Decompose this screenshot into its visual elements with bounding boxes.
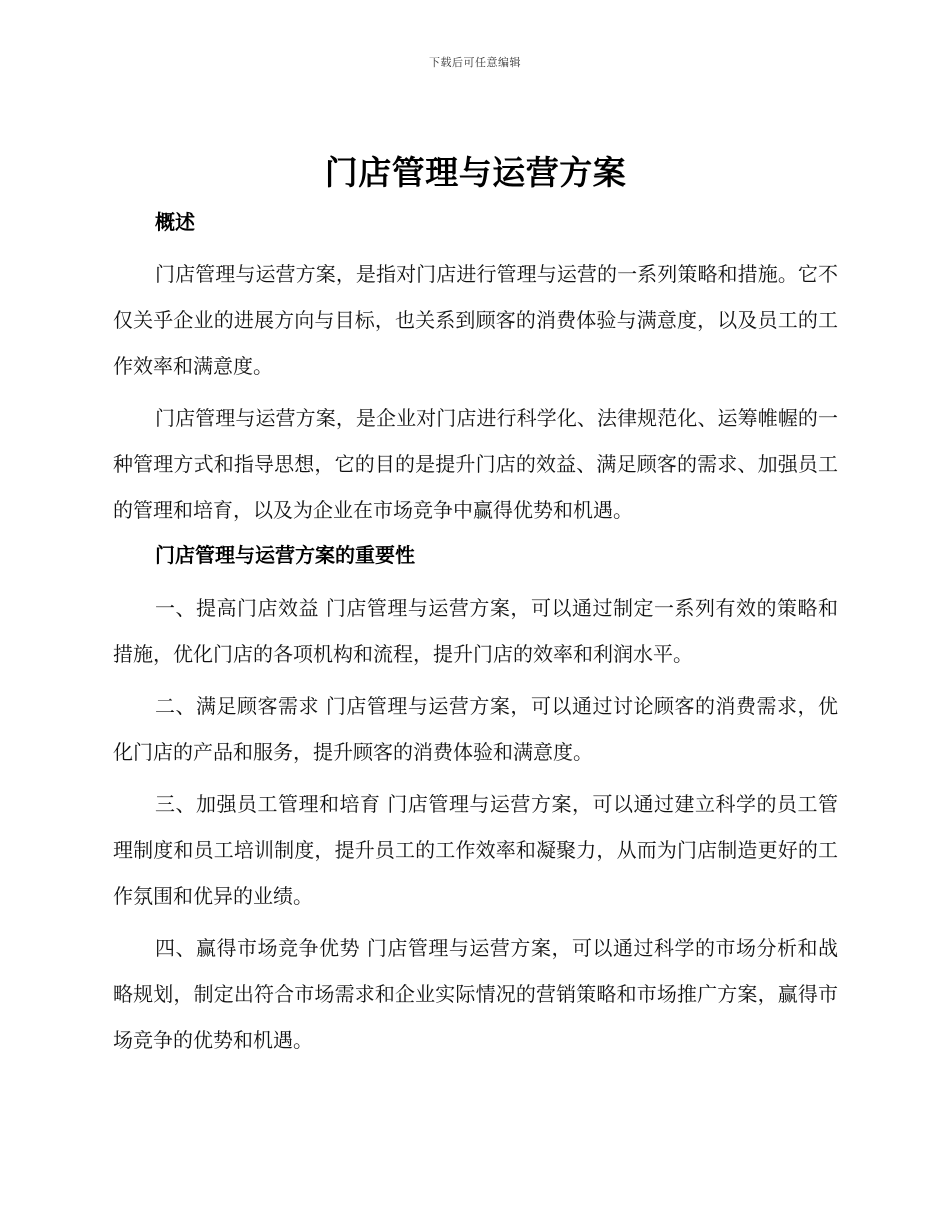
section-heading-importance: 门店管理与运营方案的重要性 (155, 543, 415, 567)
paragraph-point-3: 三、加强员工管理和培育 门店管理与运营方案，可以通过建立科学的员工管理制度和员工培训制度，提升员工的工作效率和凝聚力，从而为门店制造更好的工作氛围和优异的业绩。 (113, 792, 838, 908)
document-title: 门店管理与运营方案 (324, 153, 627, 192)
paragraph-point-2: 二、满足顾客需求 门店管理与运营方案，可以通过讨论顾客的消费需求，优化门店的产品和服务，提升顾客的消费体验和满意度。 (113, 694, 838, 764)
paragraph-point-1: 一、提高门店效益 门店管理与运营方案，可以通过制定一系列有效的策略和措施，优化门店的各项机构和流程，提升门店的效率和利润水平。 (113, 596, 838, 666)
paragraph: 门店管理与运营方案，是企业对门店进行科学化、法律规范化、运筹帷幄的一种管理方式和指导思想，它的目的是提升门店的效益、满足顾客的需求、加强员工的管理和培育，以及为企业在市场竞争中赢得优势和机遇。 (113, 406, 838, 522)
paragraph-point-4: 四、赢得市场竞争优势 门店管理与运营方案，可以通过科学的市场分析和战略规划，制定出符合市场需求和企业实际情况的营销策略和市场推广方案，赢得市场竞争的优势和机遇。 (113, 936, 838, 1052)
page-header-note: 下载后可任意编辑 (429, 56, 521, 69)
paragraph: 门店管理与运营方案，是指对门店进行管理与运营的一系列策略和措施。它不仅关乎企业的进展方向与目标，也关系到顾客的消费体验与满意度，以及员工的工作效率和满意度。 (113, 262, 838, 378)
section-heading-overview: 概述 (155, 210, 195, 234)
document-body (113, 150, 838, 1069)
